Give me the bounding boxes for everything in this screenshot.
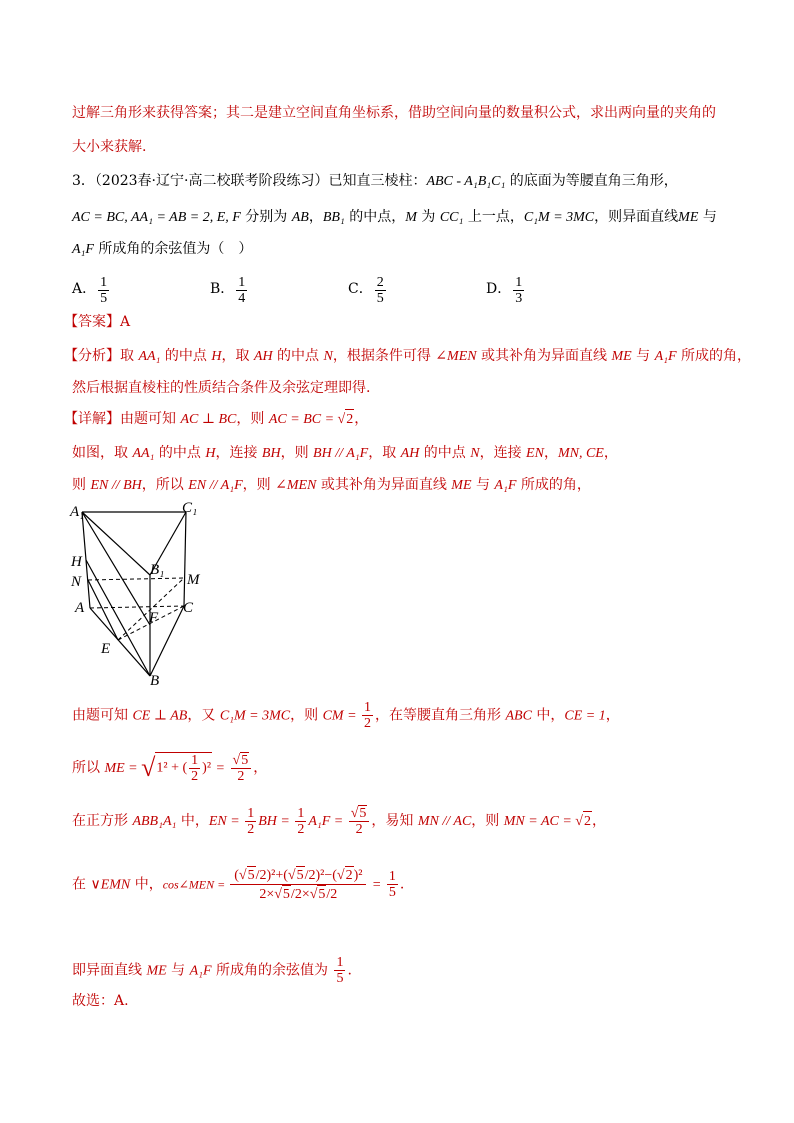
detail-line-7: 在 ∨EMN 中，cos∠MEN = $\frac{\text{(√5/2)²+(√5/2)²−(√2)²}}{2\times√5/2\times√5/2}$ = $\frac{1}{5}$ . xyxy=(72,868,405,902)
d7-dc: 2 xyxy=(294,887,302,902)
q-math-6: C₁M = 3MC xyxy=(523,210,595,225)
option-label: C． xyxy=(348,280,373,297)
d5-eq: = xyxy=(212,761,229,776)
d6-m3: BH = xyxy=(258,814,294,829)
d2-m2: H xyxy=(205,446,216,461)
question-stem-a: 已知直三棱柱： xyxy=(328,173,427,189)
q-text-4: 为 xyxy=(416,209,440,225)
dash-a-c xyxy=(90,606,184,608)
d8-m1: ME xyxy=(146,963,167,979)
d7-m1: ∨EMN xyxy=(90,877,131,893)
d3-m2: EN // A₁F xyxy=(188,478,243,493)
detail-tag: 【详解】 xyxy=(64,411,120,427)
question-source: （2023春·辽宁·高二校联考阶段练习） xyxy=(94,173,329,189)
d4-t2: ，又 xyxy=(187,707,220,724)
d2-t5: ，取 xyxy=(368,445,401,461)
d3-m5: A₁F xyxy=(494,478,517,493)
d4-t6: ， xyxy=(605,707,620,724)
d6-t4: ，则 xyxy=(471,813,504,829)
q-text-8: 所成角的余弦值为（ ） xyxy=(93,241,253,257)
label-f: F xyxy=(149,610,159,626)
q-math-1: AC = BC, AA₁ = AB = 2, E, F xyxy=(72,210,241,225)
d8-t3: 所成角的余弦值为 xyxy=(211,962,333,979)
d7-db: 5 xyxy=(282,887,290,902)
d5-t2: ， xyxy=(253,760,268,776)
d8-t1: 即异面直线 xyxy=(72,962,147,979)
d3-m1: EN // BH xyxy=(90,478,142,493)
option-c[interactable] xyxy=(348,275,388,306)
q-math-7: ME xyxy=(678,210,699,225)
intro-line-1: 过解三角形来获得答案；其二是建立空间直角坐标系，借助空间向量的数量积公式，求出两向量的夹角的 xyxy=(72,105,716,121)
question-number: 3． xyxy=(72,173,95,189)
detail-line-8 xyxy=(72,955,352,986)
label-m: M xyxy=(187,572,200,588)
option-den: 5 xyxy=(100,291,108,306)
detail-line-4 xyxy=(72,700,620,731)
q-text-2: ， xyxy=(308,209,323,225)
d6-d3: 2 xyxy=(349,821,370,837)
d8-t4: . xyxy=(347,962,352,979)
detail-line-5: 所以 ME = √1² + ( $\frac{1}{2}$ )² = $\frac{√5}{2}$ ， xyxy=(72,753,268,785)
d7-t1: 在 xyxy=(72,876,91,893)
label-a: A xyxy=(75,600,85,616)
d3-t3: ，则 xyxy=(242,477,276,493)
d2-t2: 的中点 xyxy=(154,445,206,461)
d3-t5: 与 xyxy=(471,477,495,493)
an-m2: H xyxy=(211,349,222,364)
d6-t5: ， xyxy=(591,813,606,829)
d3-t4: 或其补角为异面直线 xyxy=(316,477,452,493)
question-line-1 xyxy=(72,171,678,192)
d2-m8: MN, CE xyxy=(557,446,604,461)
q-text-1: 分别为 xyxy=(240,209,292,225)
final-choice: 故选：A. xyxy=(72,993,129,1009)
d3-m4: ME xyxy=(451,478,472,493)
d6-sqrt: 2 xyxy=(583,811,592,832)
label-b1: B₁ xyxy=(150,562,165,578)
answer-line xyxy=(64,312,130,332)
analysis-tag: 【分析】 xyxy=(64,348,120,364)
option-den: 5 xyxy=(376,291,384,306)
d2-t1: 如图，取 xyxy=(72,445,133,461)
an-m4: N xyxy=(323,349,333,364)
prism-name: ABC - A₁B₁C₁ xyxy=(426,174,506,189)
d2-t3: ，连接 xyxy=(215,445,262,461)
d4-m5: CE = 1 xyxy=(564,708,606,724)
option-d[interactable] xyxy=(486,275,526,306)
d5-sq: ² xyxy=(206,761,212,776)
d2-m5: AH xyxy=(400,446,420,461)
d5-res-num: 5 xyxy=(241,753,249,768)
d4-m2: C₁M = 3MC xyxy=(219,708,291,724)
an-t4: 的中点 xyxy=(272,348,324,364)
d2-m1: AA₁ xyxy=(132,446,155,461)
detail-line-6: 在正方形 ABB₁A₁ 中，EN = $\frac{1}{2}$ BH = $\frac{1}{2}$ A₁F = $\frac{√5}{2}$ ，易知 MN // AC，则 MN = AC = √2， xyxy=(72,805,606,837)
label-b: B xyxy=(150,673,160,689)
an-m6: ME xyxy=(611,349,632,364)
option-b[interactable] xyxy=(210,275,249,306)
an-m3: AH xyxy=(253,349,273,364)
q-text-5: 上一点， xyxy=(463,209,524,225)
question-stem-b: 的底面为等腰直角三角形， xyxy=(505,173,678,189)
q-math-3: BB₁ xyxy=(322,210,345,225)
d8-t2: 与 xyxy=(166,962,190,979)
q-text-6: ，则异面直线 xyxy=(594,209,679,225)
d4-m3: CM = xyxy=(322,708,361,724)
option-num: 2 xyxy=(376,275,384,290)
label-c: C xyxy=(183,600,194,616)
d5-c: 1² + xyxy=(156,761,183,776)
an-m7: A₁F xyxy=(654,349,677,364)
q-math-2: AB xyxy=(291,210,309,225)
d4-m1: CE ⊥ AB xyxy=(132,708,188,724)
d3-m3: ∠MEN xyxy=(275,478,317,493)
d7-da: 2× xyxy=(259,887,275,902)
label-a1: A₁ xyxy=(70,504,85,520)
option-den: 3 xyxy=(515,291,523,306)
d5-m1: ME = xyxy=(104,761,142,776)
d7-nd: 2 xyxy=(308,868,316,883)
d2-t8: ， xyxy=(543,445,558,461)
d7-rn: 1 xyxy=(388,869,396,884)
d3-t2: ，所以 xyxy=(141,477,189,493)
d1-t1: 由题可知 xyxy=(120,411,181,427)
d7-de: 5 xyxy=(318,887,326,902)
d7-t2: 中， xyxy=(130,876,163,893)
an-t8: 所成的角， xyxy=(676,348,752,364)
option-label: A． xyxy=(72,280,97,297)
edge-a1-b1 xyxy=(82,512,150,575)
d7-nb: 2 xyxy=(259,868,267,883)
label-c1: C₁ xyxy=(182,500,198,516)
detail-line-1: 【详解】由题可知 AC ⊥ BC，则 AC = BC = √2， xyxy=(64,409,368,430)
edge-c1-c xyxy=(184,512,186,606)
an-m1: AA₁ xyxy=(138,349,161,364)
d6-d2: 2 xyxy=(297,821,305,837)
an-m5: ∠MEN xyxy=(435,349,477,364)
detail-line-2 xyxy=(72,443,618,464)
option-label: B． xyxy=(210,280,235,297)
d5-res-den: 2 xyxy=(231,768,252,784)
analysis-line-2: 然后根据直棱柱的性质结合条件及余弦定理即得. xyxy=(72,380,371,396)
prism-figure xyxy=(66,500,216,690)
d2-t6: 的中点 xyxy=(419,445,471,461)
an-t5: ，根据条件可得 xyxy=(332,348,436,364)
d8-num: 1 xyxy=(336,955,344,970)
analysis-line-1 xyxy=(64,346,751,367)
d6-m5: MN // AC xyxy=(417,814,472,829)
d1-t3: ， xyxy=(354,411,369,427)
d5-num: 1 xyxy=(191,753,199,769)
q-text-3: 的中点， xyxy=(344,209,406,225)
d1-sqrt: 2 xyxy=(345,409,354,430)
d6-m6: MN = AC = xyxy=(503,814,576,829)
d7-rd: 5 xyxy=(388,885,396,900)
option-label: D． xyxy=(486,280,512,297)
d2-t7: ，连接 xyxy=(479,445,527,461)
d4-t1: 由题可知 xyxy=(72,707,133,724)
option-num: 1 xyxy=(238,275,246,290)
d6-t1: 在正方形 xyxy=(72,813,133,829)
d7-m2: cos∠MEN = xyxy=(162,877,229,892)
d1-t2: ，则 xyxy=(236,411,269,427)
d4-t4: ，在等腰直角三角形 xyxy=(375,707,506,724)
d6-t3: ，易知 xyxy=(371,813,418,829)
d7-ne: 2 xyxy=(345,868,353,883)
d7-dd: × xyxy=(301,887,310,902)
d2-t4: ，则 xyxy=(280,445,314,461)
option-a[interactable] xyxy=(72,275,111,306)
d5-t1: 所以 xyxy=(72,760,105,776)
d6-m1: ABB₁A₁ xyxy=(132,814,177,829)
d6-m2: EN = xyxy=(208,814,244,829)
d4-t5: 中， xyxy=(531,707,565,724)
d2-m6: N xyxy=(470,446,480,461)
d8-den: 5 xyxy=(336,971,344,986)
d4-m4: ABC xyxy=(505,708,532,724)
answer-value: A xyxy=(120,314,131,330)
an-t6: 或其补角为异面直线 xyxy=(476,348,612,364)
option-num: 1 xyxy=(100,275,108,290)
d2-t9: ， xyxy=(603,445,618,461)
d1-m1: AC ⊥ BC xyxy=(180,412,237,427)
q-math-5: CC₁ xyxy=(439,210,464,225)
d4-num: 1 xyxy=(364,700,372,715)
d2-m3: BH xyxy=(261,446,281,461)
label-e: E xyxy=(101,641,111,657)
d8-m2: A₁F xyxy=(189,963,212,979)
seg-h-b xyxy=(86,560,150,676)
an-t3: ，取 xyxy=(221,348,254,364)
q-text-7: 与 xyxy=(698,209,717,225)
d3-t1: 则 xyxy=(72,477,91,493)
d7-df: 2 xyxy=(330,887,338,902)
d6-t2: 中， xyxy=(176,813,209,829)
answer-tag: 【答案】 xyxy=(64,314,120,330)
d7-nc: 5 xyxy=(296,868,304,883)
d2-m4: BH // A₁F xyxy=(313,446,369,461)
an-t2: 的中点 xyxy=(160,348,212,364)
intro-line-2: 大小来获解. xyxy=(72,139,147,155)
an-t1: 取 xyxy=(120,348,139,364)
q-math-4: M xyxy=(405,210,417,225)
an-t7: 与 xyxy=(631,348,655,364)
question-line-3 xyxy=(72,239,252,260)
d2-m7: EN xyxy=(526,446,544,461)
option-num: 1 xyxy=(515,275,523,290)
d6-m4: A₁F = xyxy=(308,814,347,829)
d5-den: 2 xyxy=(191,769,199,785)
label-n: N xyxy=(71,574,82,590)
d1-m2: AC = BC = xyxy=(268,412,338,427)
d6-n2: 1 xyxy=(297,805,305,821)
label-h: H xyxy=(71,554,82,570)
d7-end: . xyxy=(399,876,405,893)
detail-line-3 xyxy=(72,475,591,496)
question-line-2 xyxy=(72,207,717,228)
d6-d1: 2 xyxy=(247,821,255,837)
d3-t6: 所成的角， xyxy=(516,477,591,493)
option-den: 4 xyxy=(238,291,246,306)
d4-t3: ，则 xyxy=(290,707,323,724)
q-math-8: A₁F xyxy=(72,242,94,257)
d6-n3: 5 xyxy=(359,806,367,821)
d4-den: 2 xyxy=(364,716,372,731)
d6-n1: 1 xyxy=(247,805,255,821)
d7-na: 5 xyxy=(247,868,255,883)
dash-n-m xyxy=(88,578,184,580)
